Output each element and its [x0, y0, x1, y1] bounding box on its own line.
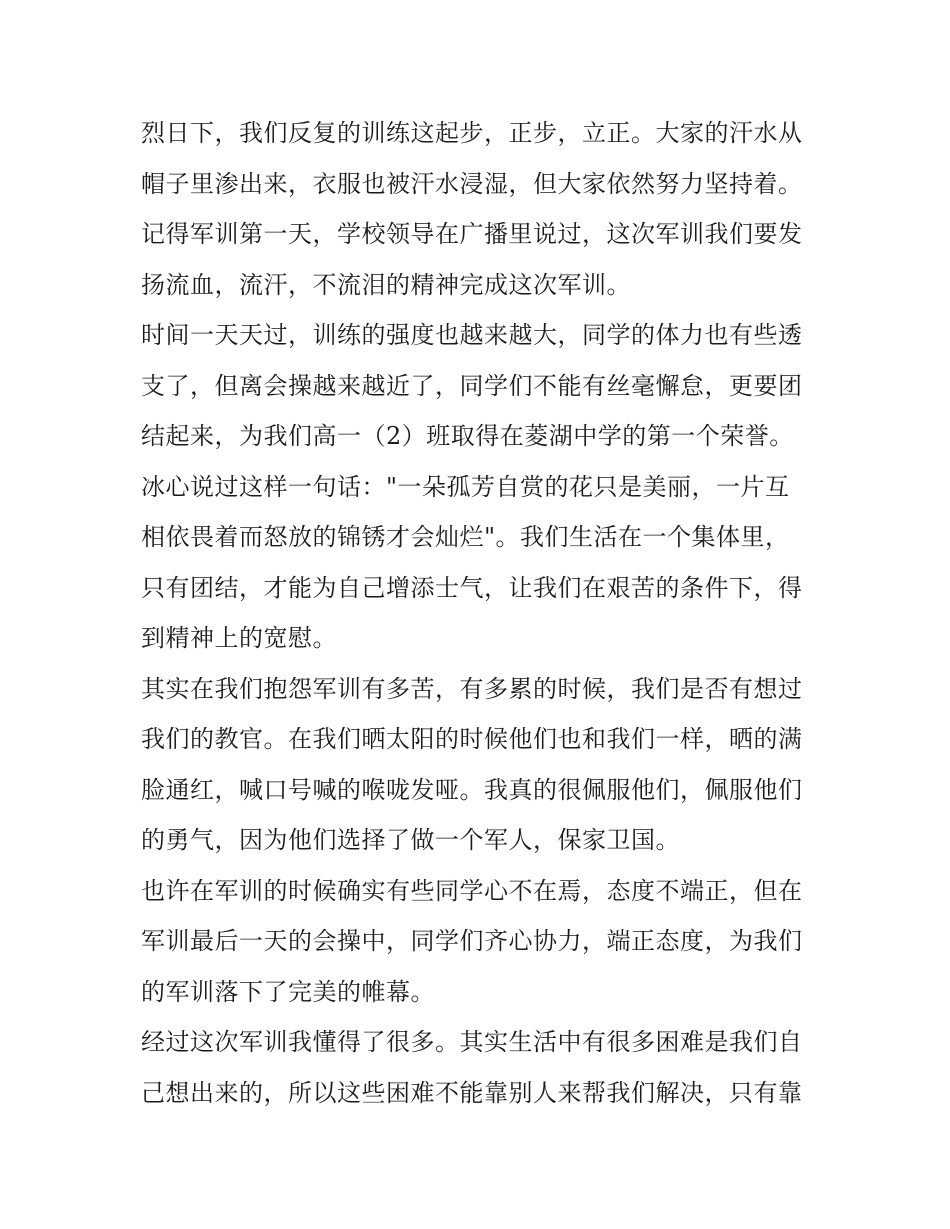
text-line: 记得军训第一天，学校领导在广播里说过，这次军训我们要发: [141, 220, 803, 248]
text-line: 冰心说过这样一句话："一朵孤芳自赏的花只是美丽，一片互: [141, 472, 790, 501]
text-line: 脸通红，喊口号喊的喉咙发哑。我真的很佩服他们，佩服他们: [141, 775, 803, 804]
text-line: 只有团结，才能为自己增添士气，让我们在艰苦的条件下，得: [141, 573, 803, 602]
text-line: 的军训落下了完美的帷幕。: [141, 977, 435, 1006]
text-line: 扬流血，流汗，不流泪的精神完成这次军训。: [141, 270, 631, 299]
text-line: 支了，但离会操越来越近了，同学们不能有丝毫懈怠，更要团: [141, 371, 803, 400]
text-line: 我们的教官。在我们晒太阳的时候他们也和我们一样，晒的满: [141, 725, 803, 753]
text-line: 结起来，为我们高一（2）班取得在菱湖中学的第一个荣誉。: [141, 422, 794, 450]
text-line: 到精神上的宽慰。: [141, 624, 337, 652]
text-line: 烈日下，我们反复的训练这起步，正步，立正。大家的汗水从: [141, 119, 803, 147]
text-line: 经过这次军训我懂得了很多。其实生活中有很多困难是我们自: [141, 1028, 803, 1056]
text-line: 其实在我们抱怨军训有多苦，有多累的时候，我们是否有想过: [141, 674, 803, 703]
text-line: 的勇气，因为他们选择了做一个军人，保家卫国。: [141, 826, 680, 854]
text-line: 时间一天天过，训练的强度也越来越大，同学的体力也有些透: [141, 321, 803, 349]
text-line: 帽子里渗出来，衣服也被汗水浸湿，但大家依然努力坚持着。: [141, 169, 803, 198]
text-line: 也许在军训的时候确实有些同学心不在焉，态度不端正，但在: [141, 876, 803, 905]
text-line: 军训最后一天的会操中，同学们齐心协力，端正态度，为我们: [141, 927, 803, 955]
document-body: [141, 108, 821, 1118]
text-line: 己想出来的，所以这些困难不能靠别人来帮我们解决，只有靠: [141, 1078, 803, 1107]
text-line: 相依畏着而怒放的锦锈才会灿烂"。我们生活在一个集体里，: [141, 523, 790, 551]
